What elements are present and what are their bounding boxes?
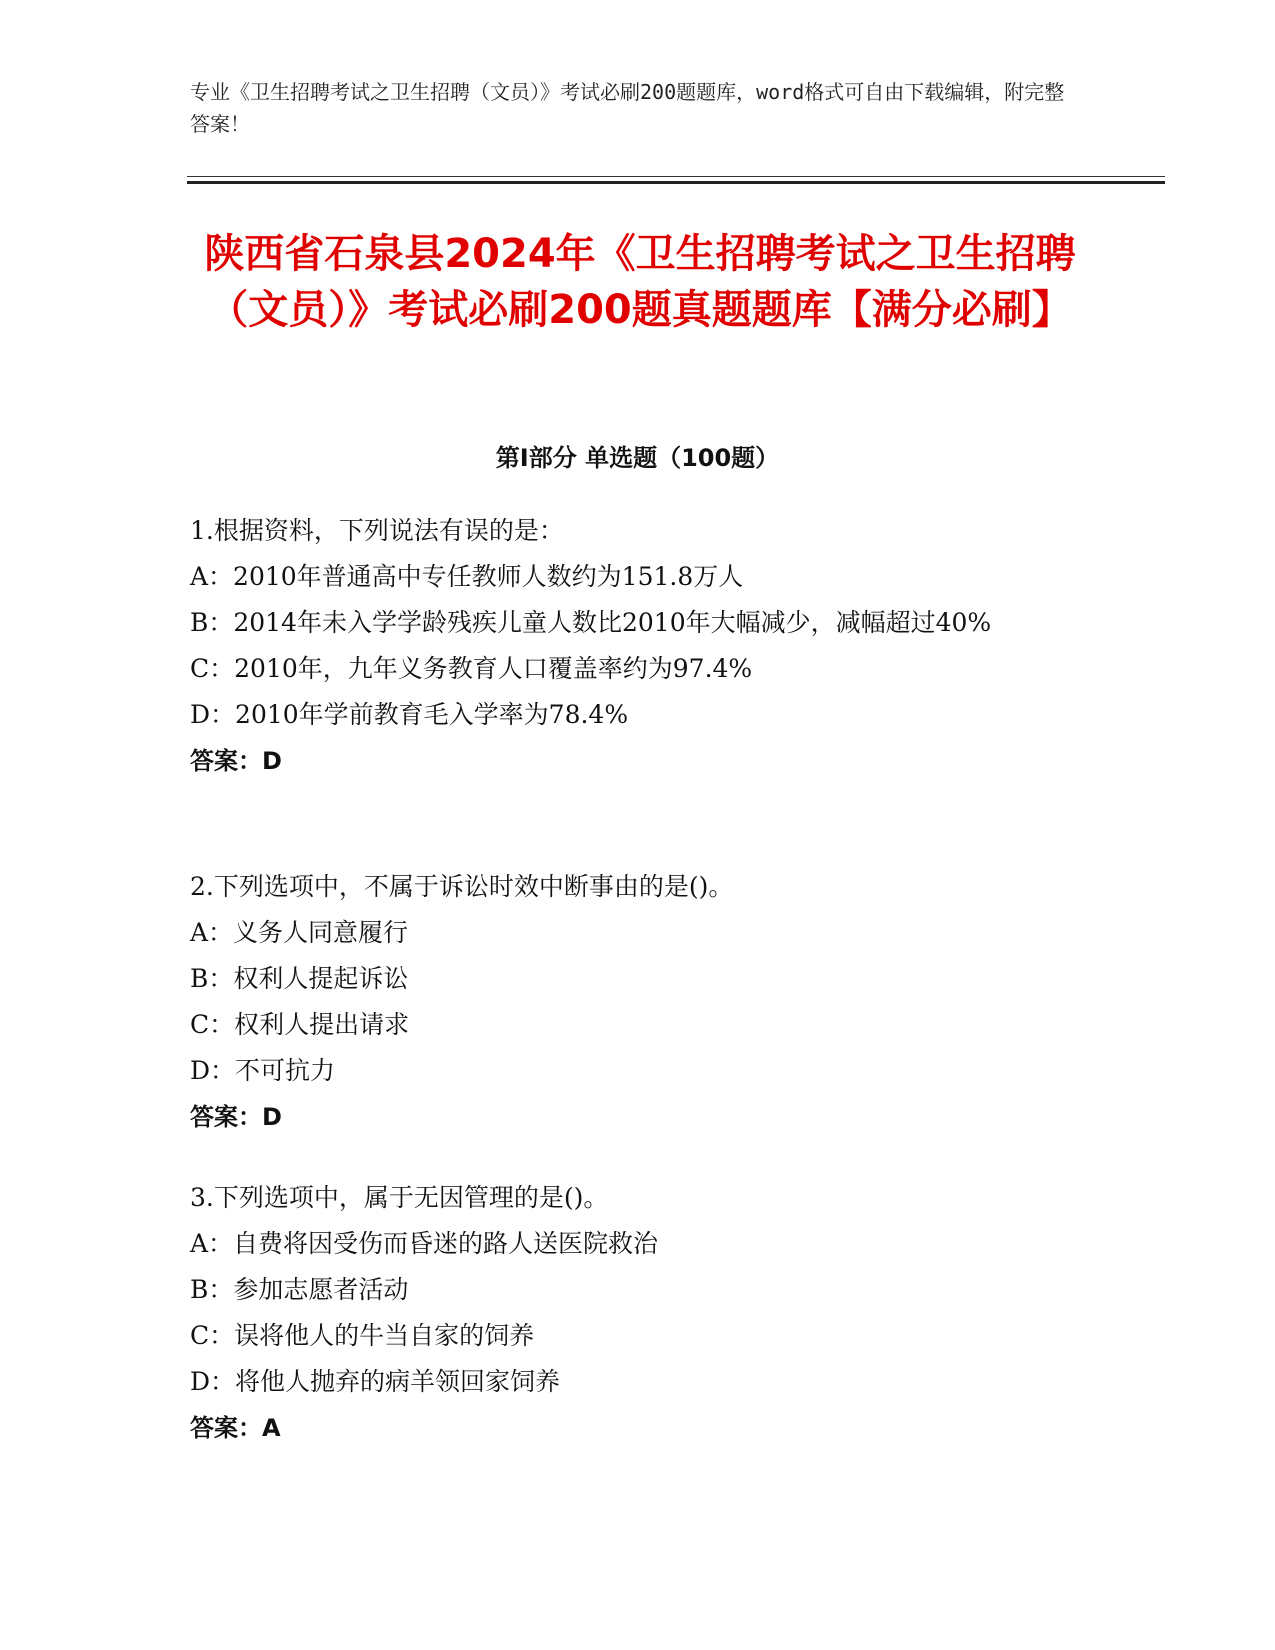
question-option-d: D：不可抗力	[190, 1056, 336, 1085]
question-option-a: A：自费将因受伤而昏迷的路人送医院救治	[190, 1229, 659, 1258]
question-option-d: D：将他人抛弃的病羊领回家饲养	[190, 1367, 561, 1396]
question-option-c: C：权利人提出请求	[190, 1010, 410, 1039]
question-3	[190, 1175, 1070, 1451]
question-option-b: B：参加志愿者活动	[190, 1275, 409, 1304]
question-option-c: C：误将他人的牛当自家的饲养	[190, 1321, 535, 1350]
header-divider-thin	[187, 176, 1165, 177]
header-divider-thick	[187, 181, 1165, 184]
question-1	[190, 508, 1070, 784]
question-option-a: A：2010年普通高中专任教师人数约为151.8万人	[190, 562, 744, 591]
question-option-b: B：2014年未入学学龄残疾儿童人数比2010年大幅减少，减幅超过40%	[190, 608, 992, 637]
question-stem: 1.根据资料，下列说法有误的是：	[190, 516, 564, 545]
document-title: 陕西省石泉县2024年《卫生招聘考试之卫生招聘（文员）》考试必刷200题真题题库【满分必刷】	[204, 231, 1076, 333]
question-option-c: C：2010年，九年义务教育人口覆盖率约为97.4%	[190, 654, 753, 683]
question-2	[190, 864, 1070, 1140]
question-option-a: A：义务人同意履行	[190, 918, 409, 947]
question-option-d: D：2010年学前教育毛入学率为78.4%	[190, 700, 629, 729]
question-answer: 答案：A	[190, 1414, 281, 1442]
question-stem: 3.下列选项中，属于无因管理的是()。	[190, 1183, 609, 1212]
document-intro: 专业《卫生招聘考试之卫生招聘（文员）》考试必刷200题题库，word格式可自由下载编辑，附完整答案！	[190, 80, 1065, 136]
question-stem: 2.下列选项中，不属于诉讼时效中断事由的是()。	[190, 872, 734, 901]
question-option-b: B：权利人提起诉讼	[190, 964, 409, 993]
question-answer: 答案：D	[190, 747, 282, 775]
section-heading: 第I部分 单选题（100题）	[495, 444, 780, 472]
question-answer: 答案：D	[190, 1103, 282, 1131]
